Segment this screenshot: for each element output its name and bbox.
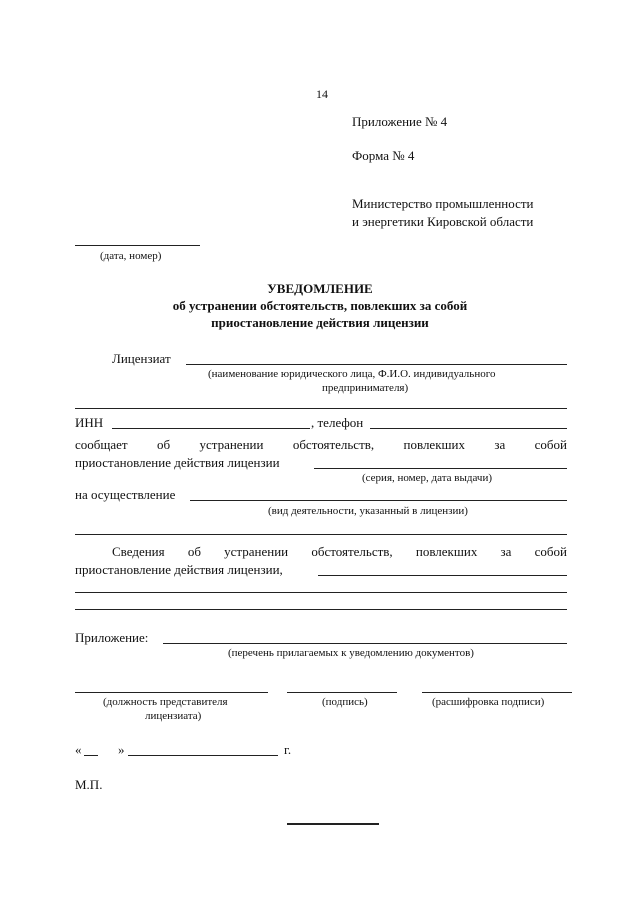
licensee-caption-line2: предпринимателя) [322, 382, 409, 394]
recipient-line2: и энергетики Кировской области [352, 214, 534, 229]
info-field[interactable] [318, 575, 567, 576]
activity-field-continued[interactable] [75, 534, 567, 535]
page-number: 14 [316, 87, 328, 101]
licensee-field-continued[interactable] [75, 408, 567, 409]
signature-caption: (подпись) [322, 696, 368, 708]
activity-label: на осуществление [75, 487, 176, 502]
reports-word: устранении [199, 437, 264, 452]
info-line [112, 545, 567, 558]
reports-word: обстоятельств, [292, 437, 375, 452]
license-details-field[interactable] [314, 468, 567, 469]
decoding-caption: (расшифровка подписи) [432, 696, 545, 708]
form-label: Форма № 4 [352, 148, 415, 163]
document-subtitle-line1: об устранении обстоятельств, повлекших за собой [172, 298, 468, 313]
activity-field[interactable] [190, 500, 567, 501]
reports-line [75, 438, 567, 451]
date-number-line[interactable] [75, 245, 200, 246]
licensee-field[interactable] [186, 364, 567, 365]
stamp-place-label: М.П. [75, 777, 103, 792]
info-field-line3[interactable] [75, 609, 567, 610]
activity-caption: (вид деятельности, указанный в лицензии) [268, 505, 468, 517]
position-field[interactable] [75, 692, 268, 693]
licensee-label: Лицензиат [112, 351, 171, 366]
recipient-line1: Министерство промышленности [352, 196, 534, 211]
phone-field[interactable] [370, 428, 567, 429]
reports-word: собой [534, 437, 567, 452]
inn-field[interactable] [112, 428, 310, 429]
position-caption-line1: (должность представителя [103, 696, 228, 708]
appendix-label: Приложение № 4 [352, 114, 448, 129]
phone-label: , телефон [311, 415, 364, 430]
signature-field[interactable] [287, 692, 397, 693]
info-word: за [500, 544, 512, 559]
date-month-year-field[interactable] [128, 755, 278, 756]
date-number-caption: (дата, номер) [100, 250, 162, 262]
inn-label: ИНН [75, 415, 104, 430]
date-day-field[interactable] [84, 755, 98, 756]
reports-word: сообщает [75, 437, 128, 452]
attachment-caption: (перечень прилагаемых к уведомлению документов) [228, 647, 474, 659]
info-word: обстоятельств, [311, 544, 393, 559]
info-field-line2[interactable] [75, 592, 567, 593]
licensee-caption-line1: (наименование юридического лица, Ф.И.О. индивидуального [208, 368, 496, 380]
date-quote-close: » [118, 742, 125, 757]
closing-separator [287, 823, 379, 825]
position-caption-line2: лицензиата) [145, 710, 202, 722]
attachment-label: Приложение: [75, 630, 149, 645]
decoding-field[interactable] [422, 692, 572, 693]
reports-word: повлекших [403, 437, 465, 452]
info-word: устранении [224, 544, 289, 559]
reports-word: за [494, 437, 506, 452]
attachment-field[interactable] [163, 643, 567, 644]
info-word: Сведения [112, 544, 165, 559]
info-word: собой [534, 544, 567, 559]
document-title: УВЕДОМЛЕНИЕ [267, 281, 373, 296]
info-word: повлекших [415, 544, 478, 559]
reports-word: об [156, 437, 171, 452]
suspension-text: приостановление действия лицензии [75, 455, 280, 470]
date-quote-open: « [75, 742, 82, 757]
year-suffix: г. [284, 742, 292, 757]
license-caption: (серия, номер, дата выдачи) [362, 472, 493, 484]
info-word: об [187, 544, 201, 559]
info-suspension-text: приостановление действия лицензии, [75, 562, 283, 577]
document-subtitle-line2: приостановление действия лицензии [211, 315, 429, 330]
